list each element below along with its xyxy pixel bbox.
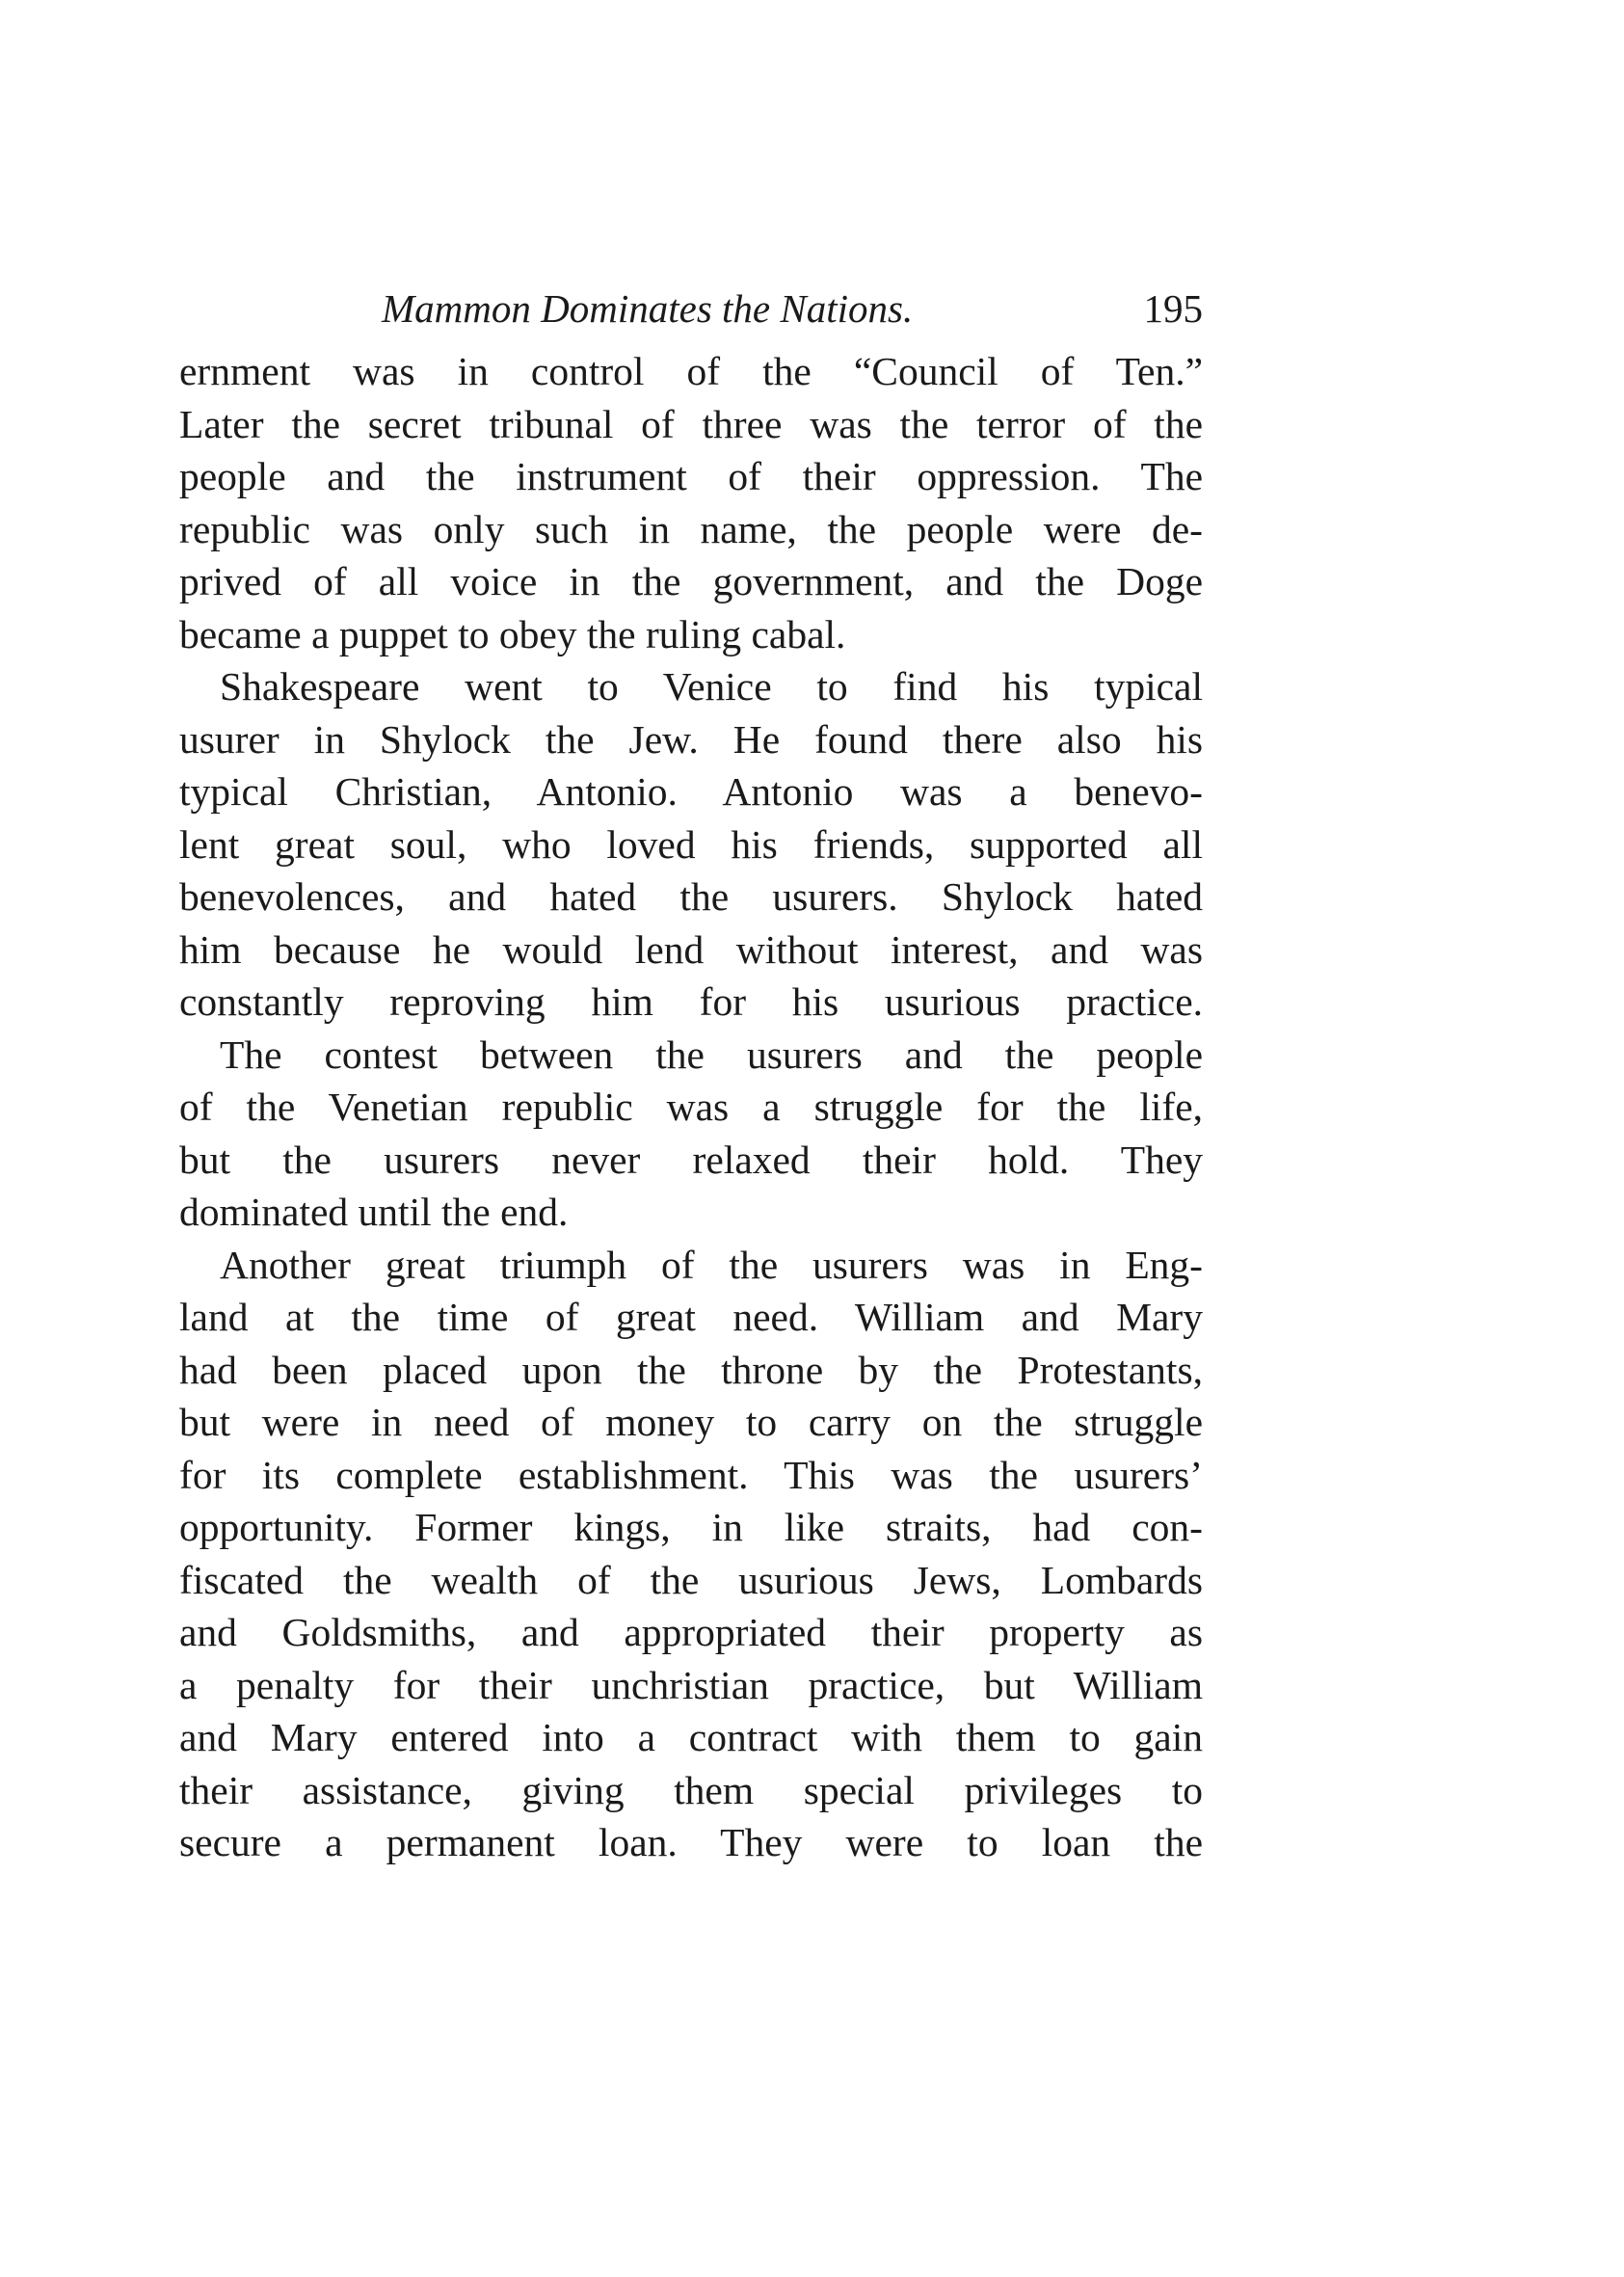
text-line: typical Christian, Antonio. Antonio was a benevo- bbox=[179, 769, 1203, 814]
text-line: opportunity. Former kings, in like straits, had con- bbox=[179, 1505, 1203, 1549]
text-line: The contest between the usurers and the people bbox=[220, 1031, 1203, 1077]
text-line: people and the instrument of their oppression. The bbox=[179, 454, 1203, 498]
text-line: became a puppet to obey the ruling cabal. bbox=[179, 611, 846, 656]
text-line: and Goldsmiths, and appropriated their property as bbox=[179, 1610, 1203, 1654]
text-line: a penalty for their unchristian practice, but William bbox=[179, 1662, 1203, 1707]
text-line: their assistance, giving them special privileges to bbox=[179, 1767, 1203, 1812]
text-line: constantly reproving him for his usurious practice. bbox=[179, 979, 1203, 1024]
paragraph bbox=[179, 660, 1203, 1029]
text-line: fiscated the wealth of the usurious Jews, Lombards bbox=[179, 1557, 1203, 1602]
paragraph bbox=[179, 1239, 1203, 1869]
text-line: Shakespeare went to Venice to find his typical bbox=[220, 664, 1203, 709]
text-line: but the usurers never relaxed their hold. They bbox=[179, 1137, 1203, 1182]
text-line: republic was only such in name, the people were de- bbox=[179, 506, 1203, 551]
text-line: Later the secret tribunal of three was the terror of the bbox=[179, 401, 1203, 446]
text-line: secure a permanent loan. They were to loan the bbox=[179, 1820, 1203, 1864]
text-line: dominated until the end. bbox=[179, 1190, 569, 1234]
text-line: of the Venetian republic was a struggle for the life, bbox=[179, 1085, 1203, 1129]
text-line: land at the time of great need. William and Mary bbox=[179, 1295, 1203, 1339]
text-line: lent great soul, who loved his friends, supported all bbox=[179, 821, 1203, 867]
text-line: and Mary entered into a contract with them to gain bbox=[179, 1715, 1203, 1759]
text-line: benevolences, and hated the usurers. Shylock hated bbox=[179, 874, 1203, 919]
text-line: him because he would lend without interest, and was bbox=[179, 926, 1203, 972]
running-head bbox=[179, 280, 1203, 337]
text-line: ernment was in control of the “Council of Ten.” bbox=[179, 349, 1203, 393]
text-line: had been placed upon the throne by the Protestants, bbox=[179, 1347, 1203, 1392]
running-title: Mammon Dominates the Nations. bbox=[382, 286, 914, 331]
text-line: Another great triumph of the usurers was in Eng- bbox=[220, 1242, 1203, 1287]
text-line: usurer in Shylock the Jew. He found there also his bbox=[179, 716, 1203, 762]
text-line: prived of all voice in the government, and the Doge bbox=[179, 559, 1203, 603]
page-number: 195 bbox=[1143, 286, 1203, 331]
text-line: for its complete establishment. This was the usurers’ bbox=[179, 1452, 1203, 1497]
body-text bbox=[179, 345, 1203, 1869]
paragraph bbox=[179, 345, 1203, 660]
text-line: but were in need of money to carry on the struggle bbox=[179, 1400, 1203, 1444]
paragraph bbox=[179, 1029, 1203, 1239]
